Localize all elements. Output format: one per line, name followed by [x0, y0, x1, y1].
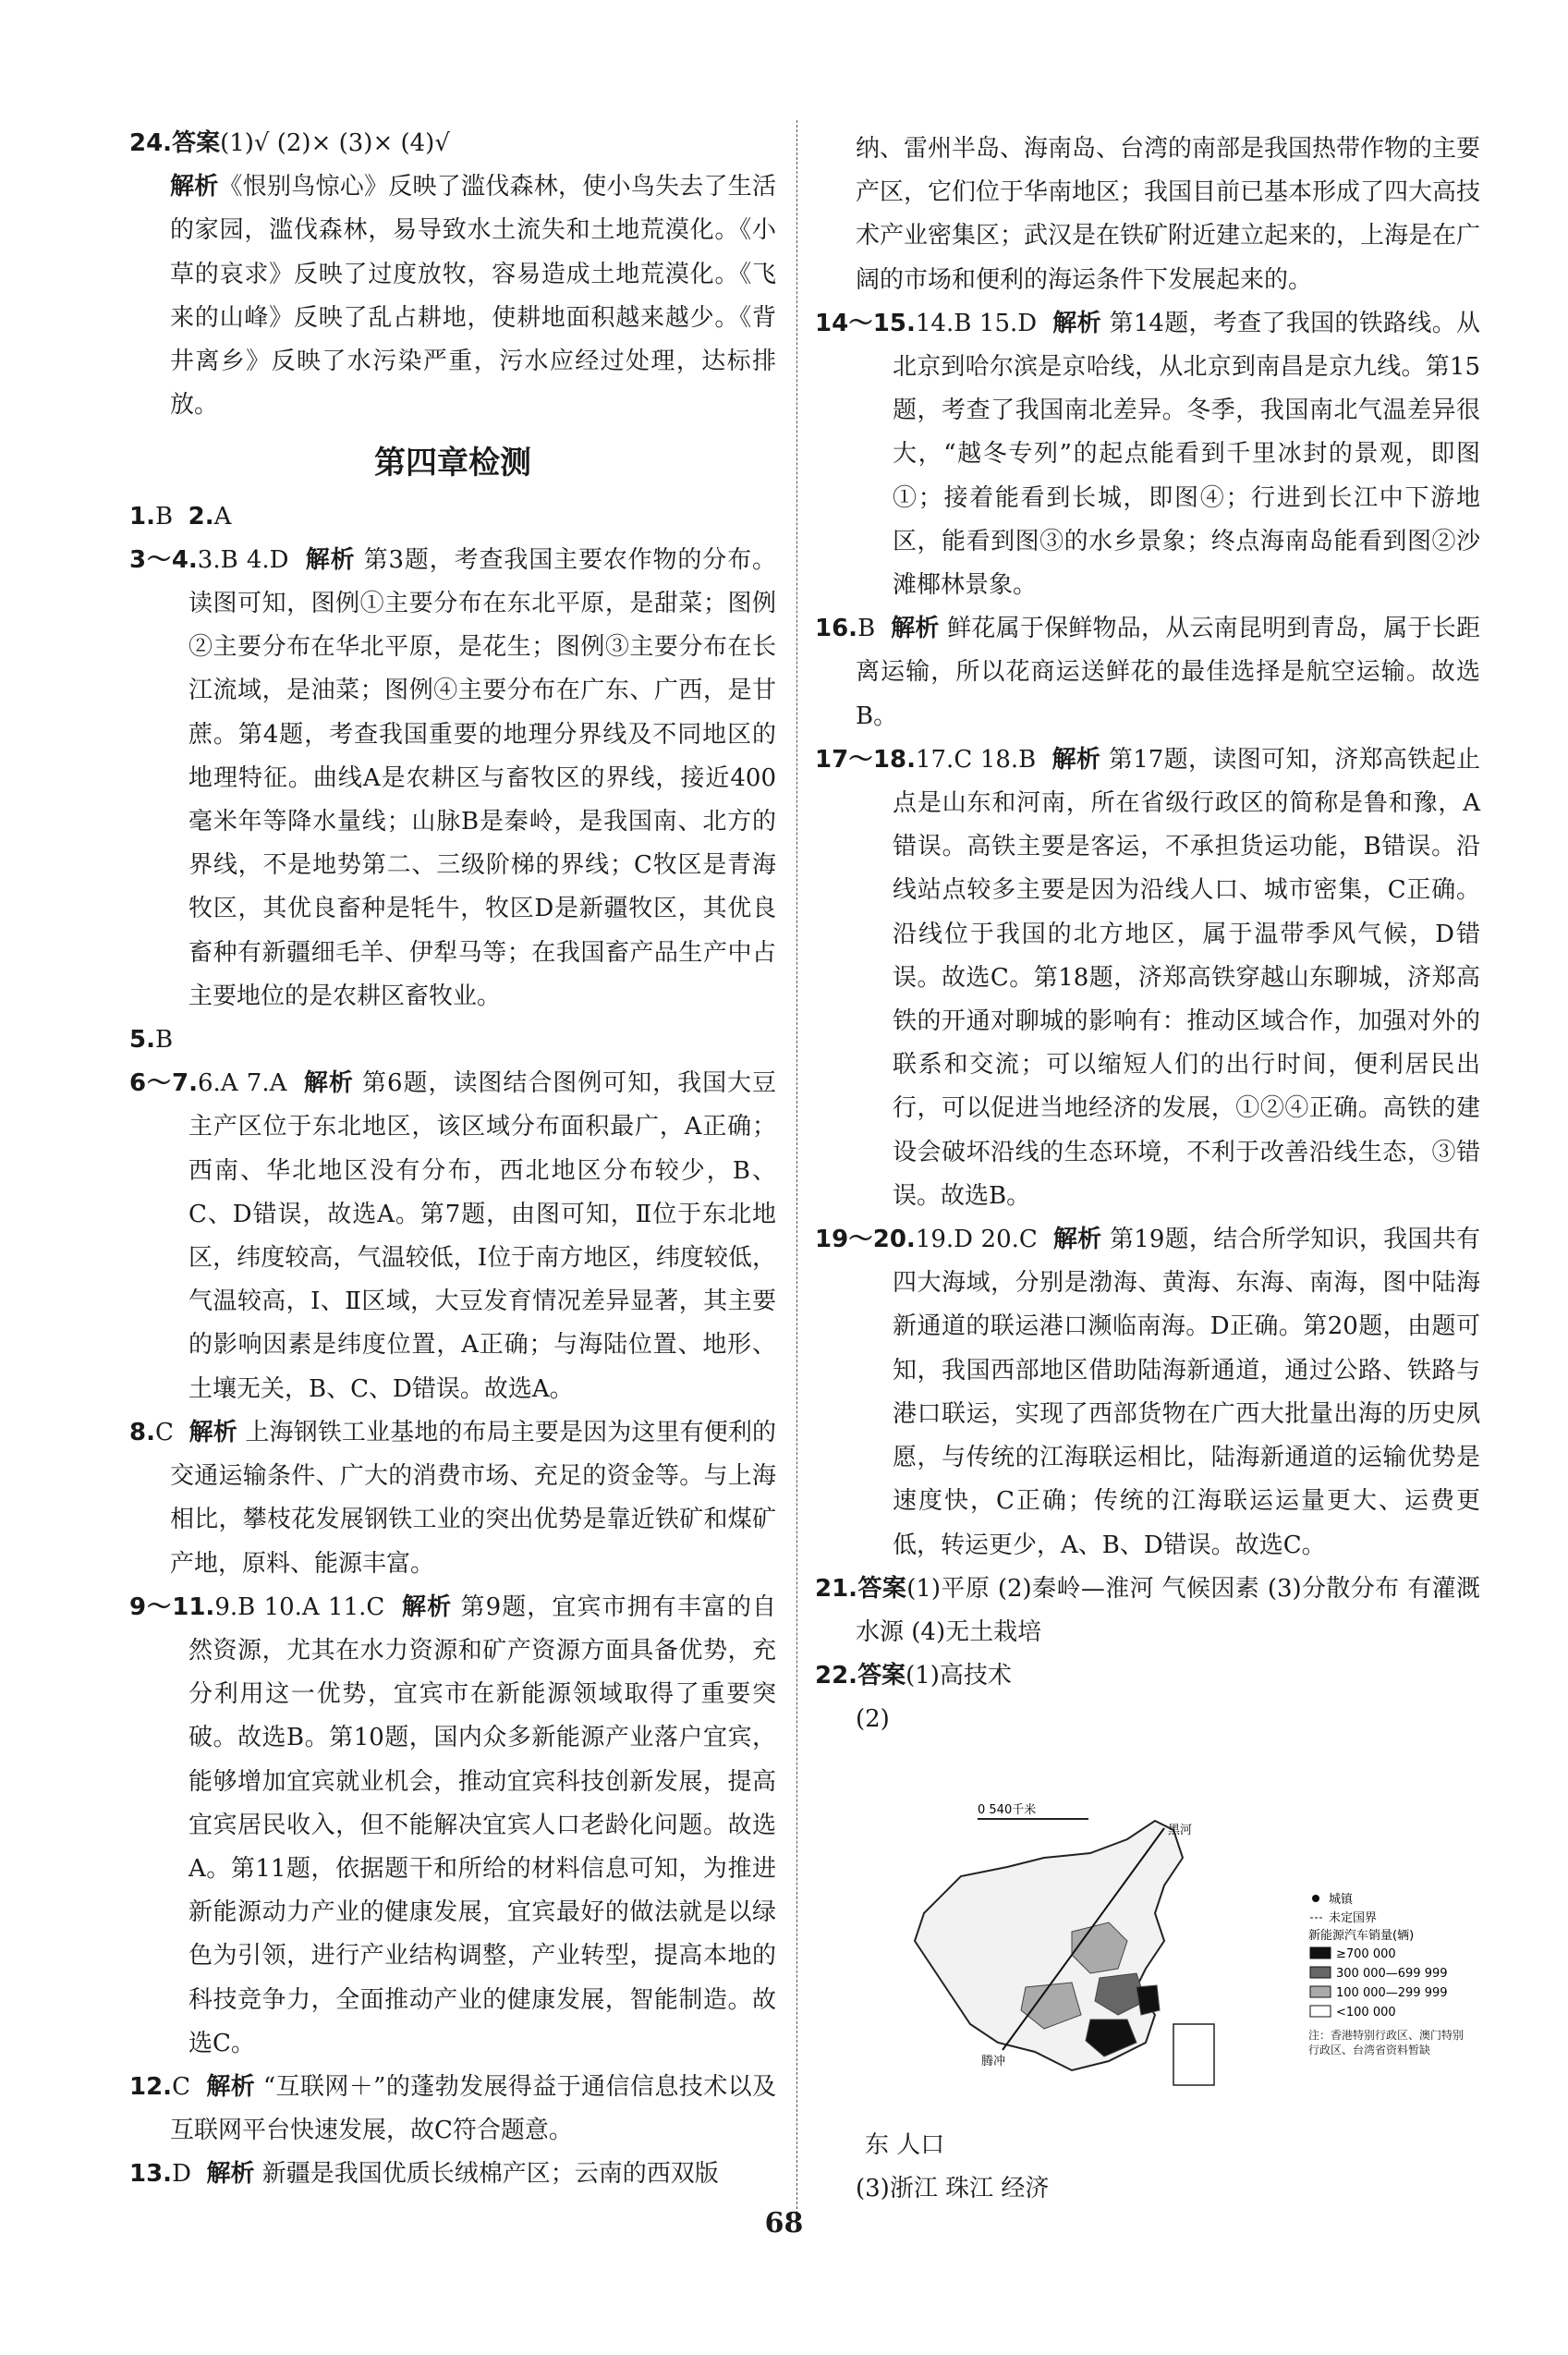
- scale-label: 0 540千米: [978, 1803, 1037, 1817]
- question-3-4: 3～4.3.B 4.D 解析 第3题，考查我国主要农作物的分布。读图可知，图例①主要分布在东北平原，是甜菜；图例②主要分布在华北平原，是花生；图例③主要分布在长江流域，是油菜；图例④主要分布在广东、广西，是甘蔗。第4题，考查我国重要的地理分界线及不同地区的地理特征。曲线A是农耕区与畜牧区的界线，接近400毫米年等降水量线；山脉B是秦岭，是我国南、北方的界线，不是地势第二、三级阶梯的界线；C牧区是青海牧区，其优良畜种是牦牛，牧区D是新疆牧区，其优良畜种有新疆细毛羊、伊犁马等；在我国畜产品生产中占主要地位的是农耕区畜牧业。: [129, 545, 777, 1010]
- legend-swatch-4: [1310, 2006, 1331, 2017]
- left-column: [129, 122, 776, 2197]
- question-8: 8.C 解析 上海钢铁工业基地的布局主要是因为这里有便利的交通运输条件、广大的消费市场、充足的资金等。与上海相比，攀枝花发展钢铁工业的突出优势是靠近铁矿和煤矿产地，原料、能源丰富。: [129, 1418, 777, 1578]
- question-9-11: 9～11.9.B 10.A 11.C 解析 第9题，宜宾市拥有丰富的自然资源，尤其在水力资源和矿产资源方面具备优势，充分利用这一优势，宜宾市在新能源领域取得了重要突破。故选B。第10题，国内众多新能源产业落户宜宾，能够增加宜宾就业机会，推动宜宾科技创新发展，提高宜宾居民收入，但不能解决宜宾人口老龄化问题。故选A。第11题，依据题干和所给的材料信息可知，为推进新能源动力产业的健康发展，宜宾最好的做法就是以绿色为引领，进行产业结构调整，产业转型，提高本地的科技竞争力，全面推动产业的健康发展，智能制造。故选C。: [129, 1592, 777, 2057]
- question-14-15: 14～15.14.B 15.D 解析 第14题，考查了我国的铁路线。从北京到哈尔滨是京哈线，从北京到南昌是京九线。第15题，考查了我国南北差异。冬季，我国南北气温差异很大，“越冬专列”的起点能看到千里冰封的景观，即图①；接着能看到长城，即图④；行进到长江中下游地区，能看到图③的水乡景象；终点海南岛能看到图②沙滩椰林景象。: [815, 309, 1481, 600]
- question-16: 16.B 解析 鲜花属于保鲜物品，从云南昆明到青岛，属于长距离运输，所以花商运送鲜花的最佳选择是航空运输。故选B。: [815, 615, 1480, 730]
- question-24: 24.答案(1)√ (2)× (3)× (4)√: [129, 129, 450, 157]
- map-note-wrapper: [1308, 2028, 1469, 2074]
- question-13-continued: 纳、雷州半岛、海南岛、台湾的南部是我国热带作物的主要产区，它们位于华南地区；我国目前已基本形成了四大高技术产业密集区；武汉是在铁矿附近建立起来的，上海是在广阔的市场和便利的海运条件下发展起来的。: [856, 135, 1481, 294]
- legend-town-icon: [1312, 1895, 1319, 1902]
- question-17-18: 17～18.17.C 18.B 解析 第17题，读图可知，济郑高铁起止点是山东和河南，所在省级行政区的简称是鲁和豫，A错误。高铁主要是客运，不承担货运功能，B错误。沿线站点较多主要是因为沿线人口、城市密集，C正确。沿线位于我国的北方地区，属于温带季风气候，D错误。故选C。第18题，济郑高铁穿越山东聊城，济郑高铁的开通对聊城的影响有：推动区域合作，加强对外的联系和交流；可以缩短人们的出行时间，便利居民出行，可以促进当地经济的发展，①②④正确。高铁的建设会破坏沿线的生态环境，不利于改善沿线生态，③错误。故选B。: [815, 745, 1480, 1210]
- right-column: [815, 128, 1480, 1742]
- question-24-explanation: 解析《恨别鸟惊心》反映了滥伐森林，使小鸟失去了生活的家园，滥伐森林，易导致水土流失和土地荒漠化。《小草的哀求》反映了过度放牧，容易造成土地荒漠化。《飞来的山峰》反映了乱占耕地，使耕地面积越来越少。《背井离乡》反映了水污染严重，污水应经过处理，达标排放。: [170, 173, 776, 420]
- question-22: 22.答案(1)高技术: [815, 1662, 1012, 1690]
- question-22-after-map: 东 人口: [865, 2131, 945, 2159]
- legend-swatch-2: [1310, 1967, 1331, 1978]
- question-22-part2-label: (2): [856, 1705, 890, 1734]
- legend-town: 城镇: [1329, 1893, 1354, 1907]
- question-22-part3: (3)浙江 珠江 经济: [856, 2175, 1050, 2203]
- legend-item-2: 300 000—699 999: [1336, 1967, 1448, 1981]
- legend-item-3: 100 000—299 999: [1336, 1986, 1448, 2000]
- legend-item-4: <100 000: [1336, 2006, 1396, 2019]
- city-tengchong-label: 腾冲: [981, 2055, 1006, 2068]
- question-12: 12.C 解析 “互联网＋”的蓬勃发展得益于通信信息技术以及互联网平台快速发展，故C符合题意。: [129, 2072, 777, 2145]
- question-19-20: 19～20.19.D 20.C 解析 第19题，结合所学知识，我国共有四大海域，分别是渤海、黄海、东海、南海，图中陆海新通道的联运港口濒临南海。D正确。第20题，由题可知，我国西部地区借助陆海新通道，通过公路、铁路与港口联运，实现了西部货物在广西大批量出海的历史夙愿，与传统的江海联运相比，陆海新通道的运输优势是速度快，C正确；传统的江海联运运量更大、运费更低，转运更少，A、B、D错误。故选C。: [815, 1226, 1480, 1559]
- question-5: 5.B: [129, 1026, 174, 1055]
- map-note: 注：香港特别行政区、澳门特别行政区、台湾省资料暂缺: [1308, 2029, 1465, 2056]
- chapter-title: 第四章检测: [374, 445, 531, 482]
- question-1-2: 1.B 2.A: [129, 502, 232, 531]
- china-map-figure: [859, 1802, 1469, 2117]
- south-china-sea-inset: [1173, 2024, 1214, 2085]
- legend-border: 未定国界: [1329, 1911, 1378, 1925]
- question-13: 13.D 解析 新疆是我国优质长绒棉产区；云南的西双版: [129, 2160, 719, 2189]
- question-21: 21.答案(1)平原 (2)秦岭—淮河 气候因素 (3)分散分布 有灌溉水源 (4)无土栽培: [815, 1574, 1480, 1646]
- page-number: 68: [764, 2207, 804, 2239]
- legend-title: 新能源汽车销量(辆): [1308, 1929, 1415, 1943]
- question-6-7: 6～7.6.A 7.A 解析 第6题，读图结合图例可知，我国大豆主产区位于东北地区，该区域分布面积最广，A正确；西南、华北地区没有分布，西北地区分布较少，B、C、D错误，故选A。第7题，由图可知，Ⅱ位于东北地区，纬度较高，气温较低，Ⅰ位于南方地区，纬度较低，气温较高，Ⅰ、Ⅱ区域，大豆发育情况差异显著，其主要的影响因素是纬度位置，A正确；与海陆位置、地形、土壤无关，B、C、D错误。故选A。: [129, 1069, 777, 1403]
- question-22-remaining: [856, 2124, 1502, 2211]
- city-heihe-label: 黑河: [1168, 1824, 1193, 1837]
- legend-swatch-3: [1310, 1986, 1331, 1997]
- column-divider: [796, 120, 797, 2218]
- legend-swatch-1: [1310, 1947, 1331, 1958]
- region-highest-zhejiang: [1136, 1985, 1160, 2015]
- new-energy-vehicle-sales-map: [859, 1802, 1469, 2117]
- legend-item-1: ≥700 000: [1336, 1947, 1396, 1961]
